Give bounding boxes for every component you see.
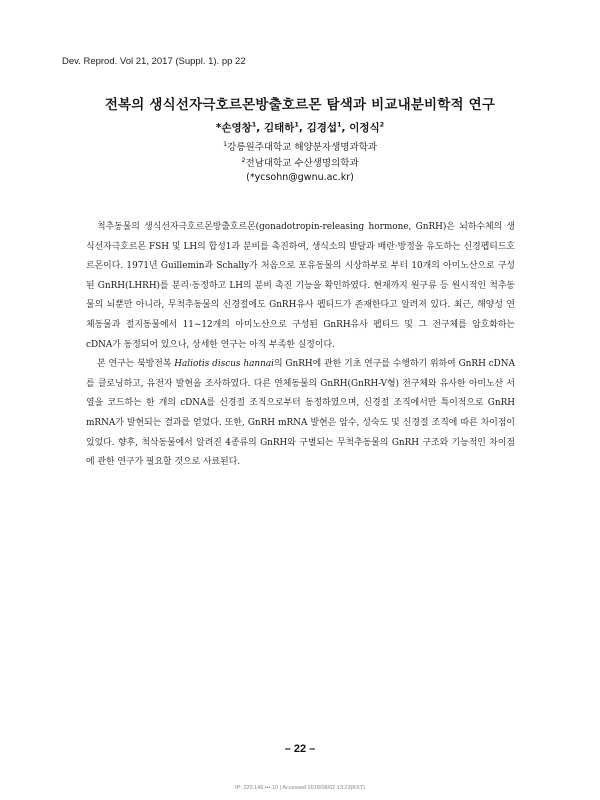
paragraph-text: 척추동물의 생식선자극호르몬방출호르몬(gonadotropin-releasing hormone, GnRH)은 뇌하수체의 생식선자극호르몬 FSH 및 LH의 합성1과 분비를 촉진하여, 생식소의 발달과 배란·방정을 유도하는 신경펩티드호르몬이다. 1971년 Guillemin과 Schally가 처음으로 포유동물의 시상하부로 부터 10개의 아미노산으로 구성된 GnRH(LHRH)를 분리·동정하고 LH의 분비 촉진 기능을 확인하였다. 현재까지 원구류 등 원시적인 척추동물의 뇌뿐만 아니라, 무척추동물의 신경절에도 GnRH유사 펩티드가 존재한다고 알려져 있다. 최근, 해양성 연체동물과 절지동물에서 11~12개의 아미노산으로 구성된 GnRH유사 펩티드 및 그 전구체를 암호화하는 cDNA가 동정되어 있으나, 상세한 연구는 아직 부족한 실정이다. bbox=[86, 222, 515, 350]
affiliation-2-text: 전남대학교 수산생명의학과 bbox=[245, 158, 359, 169]
author bbox=[307, 122, 350, 134]
abstract-paragraph bbox=[86, 218, 515, 355]
author-name: 이정식 bbox=[349, 122, 380, 134]
author bbox=[349, 122, 384, 134]
author-affiliation-marker: 2 bbox=[379, 120, 385, 129]
page-number: – 22 – bbox=[284, 743, 316, 755]
species-name: Haliotis discus hannai bbox=[174, 359, 274, 370]
affiliation-1 bbox=[0, 139, 600, 153]
affiliation-1-text: 강릉원주대학교 해양분자생명과학과 bbox=[227, 142, 377, 153]
author bbox=[216, 122, 264, 134]
abstract-body bbox=[86, 218, 515, 473]
author-separator: , bbox=[341, 122, 350, 134]
journal-citation: Dev. Reprod. Vol 21, 2017 (Suppl. 1). pp 22 bbox=[62, 56, 246, 67]
author-list bbox=[0, 120, 600, 135]
author-affiliation-marker: 1 bbox=[294, 120, 299, 129]
affiliation-1-marker: 1 bbox=[223, 139, 228, 148]
author-separator: , bbox=[298, 122, 307, 134]
access-footer: IP: 220.149.•••.10 | Accessed 2018/08/02 13:23(KST) bbox=[235, 785, 365, 791]
author-affiliation-marker: 1 bbox=[251, 120, 257, 129]
author-separator: , bbox=[256, 122, 264, 134]
author-affiliation-marker: 1 bbox=[337, 120, 342, 129]
paragraph-text: 의 GnRH에 관한 기초 연구를 수행하기 위하여 GnRH cDNA를 클로닝하고, 유전자 발현을 조사하였다. 다른 연체동물의 GnRH(GnRH-V형) 전구체와 유사한 아미노산 서열을 코드하는 한 개의 cDNA를 신경절 조직으로부터 동정하였으며, 신경절 조직에서만 특이적으로 GnRH mRNA가 발현되는 결과를 얻었다. 또한, GnRH mRNA 발현은 암수, 성숙도 및 신경절 조직에 따른 차이점이 있었다. 향후, 척삭동물에서 알려진 4종류의 GnRH와 구별되는 무척추동물의 GnRH 구조와 기능적인 차이점에 관한 연구가 필요할 것으로 사료된다. bbox=[86, 359, 515, 468]
author bbox=[264, 122, 307, 134]
author-name: 김경섭 bbox=[306, 122, 337, 134]
affiliation-2-marker: 2 bbox=[241, 155, 246, 164]
author-name: 김태하 bbox=[263, 122, 295, 134]
author-name: *손영창 bbox=[215, 122, 252, 134]
abstract-paragraph bbox=[86, 355, 515, 473]
corresponding-email: (*ycsohn@gwnu.ac.kr) bbox=[246, 172, 354, 183]
affiliation-2 bbox=[0, 155, 600, 169]
paragraph-text: 본 연구는 북방전복 bbox=[97, 359, 175, 370]
paper-title: 전복의 생식선자극호르몬방출호르몬 탐색과 비교내분비학적 연구 bbox=[104, 97, 496, 113]
